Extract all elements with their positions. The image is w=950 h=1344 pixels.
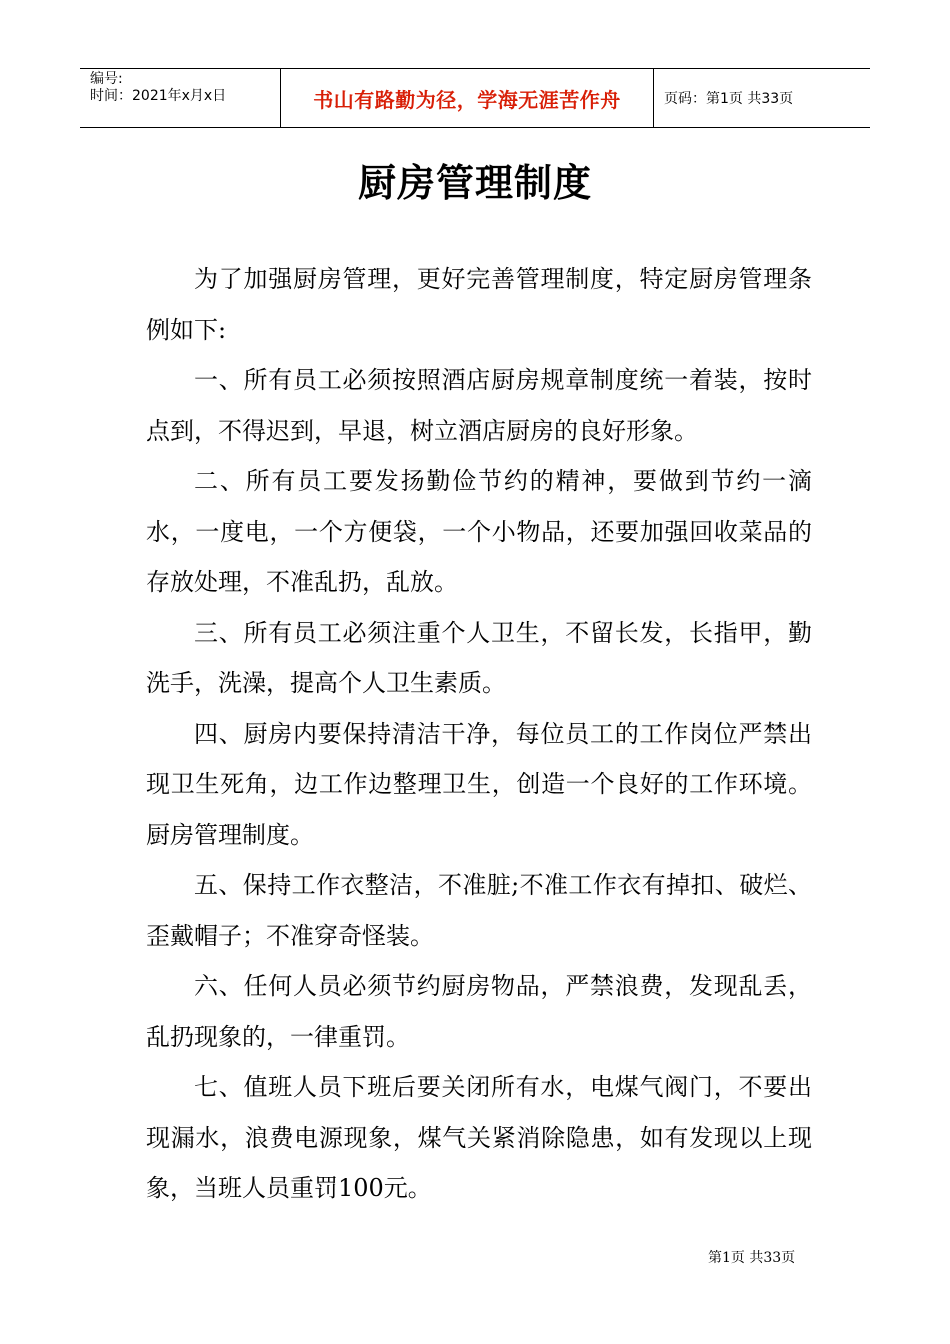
document-date: 时间：2021年x月x日 [90,88,227,104]
paragraph-rule-6: 六、任何人员必须节约厨房物品，严禁浪费，发现乱丢，乱扔现象的，一律重罚。 [146,972,812,1051]
paragraph-rule-2: 二、所有员工要发扬勤俭节约的精神，要做到节约一滴水，一度电，一个方便袋，一个小物品，还要加强回收菜品的存放处理，不准乱扔，乱放。 [146,467,812,596]
document-body [146,254,812,1214]
paragraph-rule-4: 四、厨房内要保持清洁干净，每位员工的工作岗位严禁出现卫生死角，边工作边整理卫生，创造一个良好的工作环境。厨房管理制度。 [146,719,812,849]
document-title: 厨房管理制度 [357,161,592,205]
page-footer: 第1页 共33页 [708,1250,796,1266]
header-meta [80,69,281,127]
document-number-label: 编号: [90,71,123,87]
paragraph-intro: 为了加强厨房管理，更好完善管理制度，特定厨房管理条例如下: [146,265,812,344]
paragraph-rule-5: 五、保持工作衣整洁，不准脏;不准工作衣有掉扣、破烂、歪戴帽子；不准穿奇怪装。 [146,871,812,950]
paragraph-rule-1: 一、所有员工必须按照酒店厨房规章制度统一着装，按时点到，不得迟到，早退，树立酒店厨房的良好形象。 [146,366,812,445]
header-motto: 书山有路勤为径，学海无涯苦作舟 [313,87,621,112]
document-header [80,68,870,128]
header-motto-cell [281,69,654,127]
paragraph-rule-3: 三、所有员工必须注重个人卫生，不留长发，长指甲，勤洗手，洗澡，提高个人卫生素质。 [146,618,812,697]
paragraph-rule-7: 七、值班人员下班后要关闭所有水，电煤气阀门，不要出现漏水，浪费电源现象，煤气关紧消除隐患，如有发现以上现象，当班人员重罚100元。 [146,1073,812,1202]
header-page-info-cell [654,69,870,127]
header-page-info: 页码：第1页 共33页 [664,91,794,107]
